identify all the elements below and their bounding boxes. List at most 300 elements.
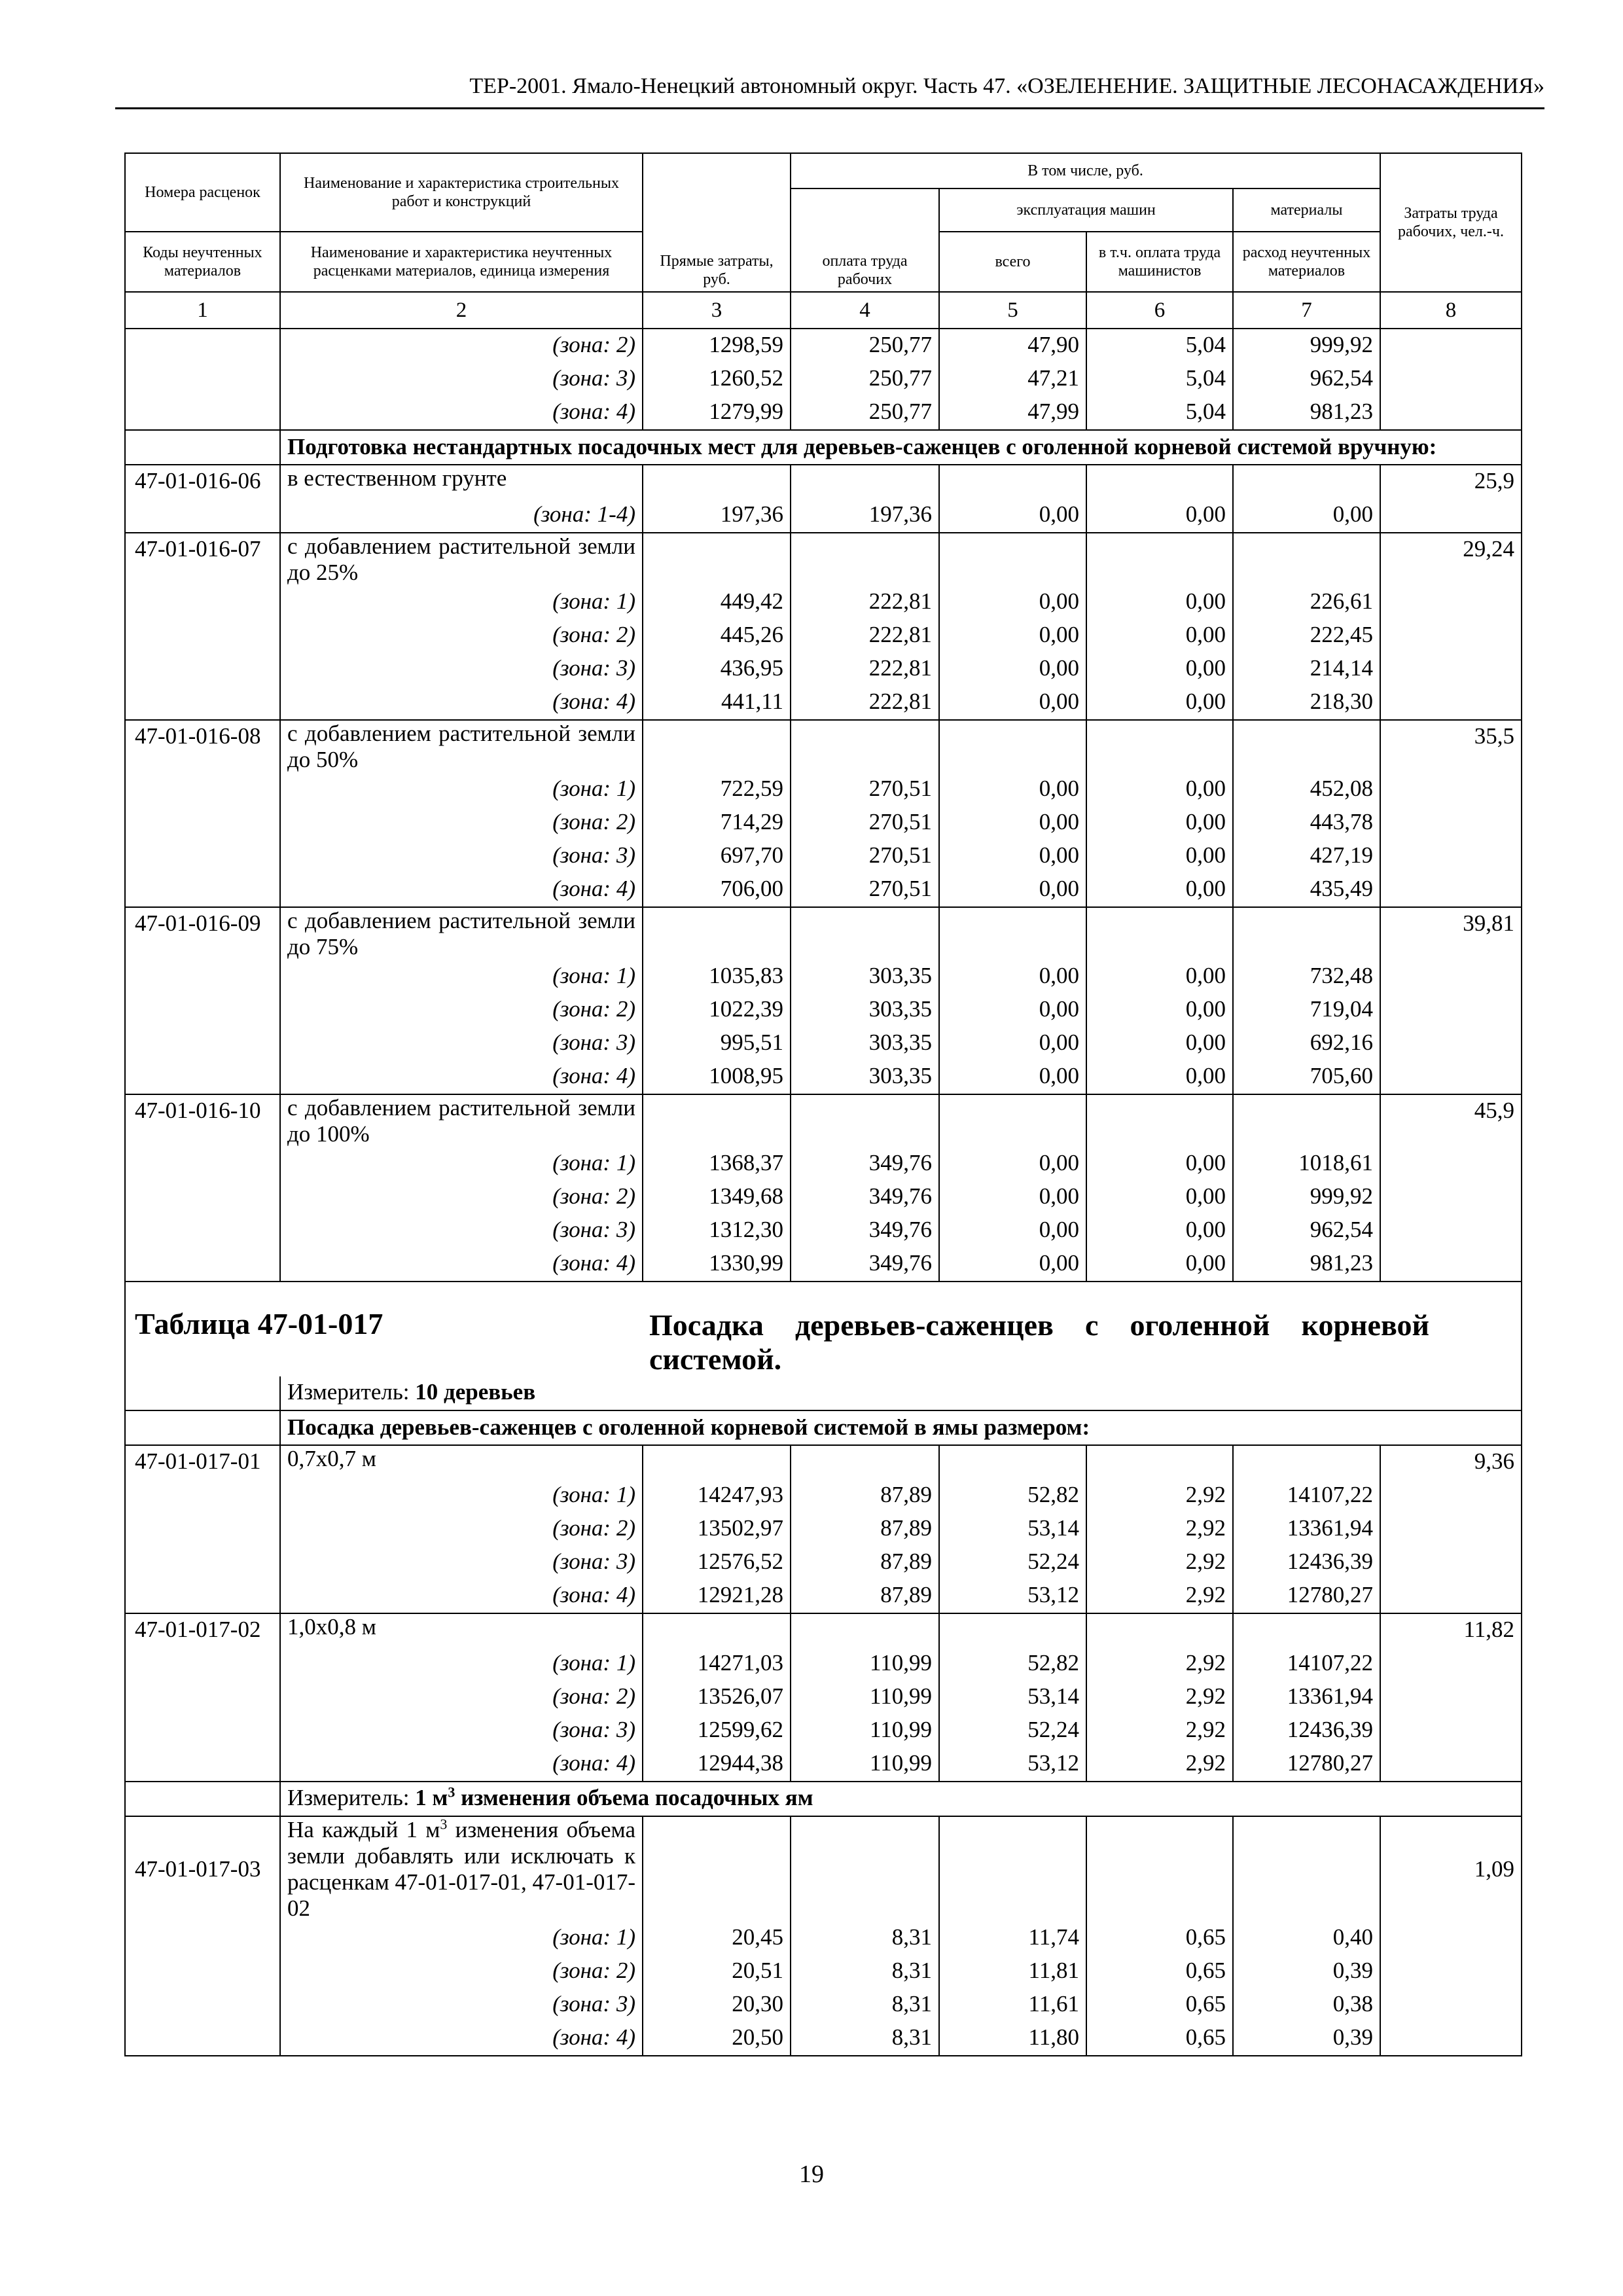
value-cell: 0,00 bbox=[939, 840, 1086, 873]
value-cell bbox=[643, 1094, 791, 1147]
col2-header-bottom: Наименование и характеристика неучтенных расценками материалов, единица измерения bbox=[280, 232, 643, 292]
group-header: В том числе, руб. bbox=[791, 153, 1380, 188]
value-cell: 1022,39 bbox=[643, 994, 791, 1027]
value-cell bbox=[791, 1816, 939, 1922]
value-cell: 0,00 bbox=[1086, 1181, 1233, 1214]
col3-header: Прямые затраты, руб. bbox=[643, 153, 791, 292]
desc-sup: 3 bbox=[440, 1816, 448, 1833]
value-cell: 13361,94 bbox=[1233, 1513, 1380, 1546]
value-cell: 14107,22 bbox=[1233, 1479, 1380, 1513]
value-cell: 441,11 bbox=[643, 686, 791, 720]
rate-description: в естественном грунте bbox=[280, 465, 643, 499]
labor-cell bbox=[1380, 1955, 1522, 1988]
zone-label: (зона: 3) bbox=[280, 653, 643, 686]
value-cell: 1312,30 bbox=[643, 1214, 791, 1247]
col-number: 1 bbox=[125, 292, 280, 329]
zone-label: (зона: 2) bbox=[280, 994, 643, 1027]
code-cell bbox=[125, 1479, 280, 1513]
value-cell: 47,90 bbox=[939, 329, 1086, 363]
measure-row bbox=[280, 1376, 1522, 1410]
value-cell: 962,54 bbox=[1233, 1214, 1380, 1247]
value-cell: 0,00 bbox=[1086, 960, 1233, 994]
value-cell: 0,40 bbox=[1233, 1922, 1380, 1955]
table-row bbox=[125, 1714, 1522, 1748]
value-cell: 53,14 bbox=[939, 1513, 1086, 1546]
table-row bbox=[125, 396, 1522, 430]
labor-cell bbox=[1380, 1988, 1522, 2022]
value-cell: 14271,03 bbox=[643, 1647, 791, 1681]
value-cell bbox=[643, 1816, 791, 1922]
value-cell bbox=[1086, 465, 1233, 499]
zone-label: (зона: 4) bbox=[280, 2022, 643, 2056]
value-cell: 13361,94 bbox=[1233, 1681, 1380, 1714]
labor-cell bbox=[1380, 1714, 1522, 1748]
value-cell: 2,92 bbox=[1086, 1546, 1233, 1579]
value-cell: 2,92 bbox=[1086, 1579, 1233, 1613]
zone-label: (зона: 4) bbox=[280, 873, 643, 907]
page-number: 19 bbox=[799, 2161, 824, 2188]
value-cell: 11,61 bbox=[939, 1988, 1086, 2022]
value-cell: 110,99 bbox=[791, 1647, 939, 1681]
value-cell: 87,89 bbox=[791, 1546, 939, 1579]
code-cell bbox=[125, 396, 280, 430]
value-cell: 0,00 bbox=[939, 873, 1086, 907]
labor-cell bbox=[1380, 1681, 1522, 1714]
table-row bbox=[125, 653, 1522, 686]
value-cell: 20,30 bbox=[643, 1988, 791, 2022]
labor-cell bbox=[1380, 1247, 1522, 1282]
zone-label: (зона: 1) bbox=[280, 960, 643, 994]
code-cell bbox=[125, 653, 280, 686]
value-cell: 12780,27 bbox=[1233, 1748, 1380, 1782]
col-number: 2 bbox=[280, 292, 643, 329]
table-row bbox=[125, 1816, 1522, 1922]
rate-description: с добавлением растительной земли до 25% bbox=[280, 533, 643, 586]
code-cell bbox=[125, 586, 280, 619]
value-cell: 0,00 bbox=[1086, 873, 1233, 907]
code-cell bbox=[125, 806, 280, 840]
code-cell bbox=[125, 1714, 280, 1748]
labor-cell bbox=[1380, 773, 1522, 806]
labor-cell bbox=[1380, 1647, 1522, 1681]
desc-part: На каждый 1 м bbox=[287, 1817, 440, 1842]
code-cell bbox=[125, 1955, 280, 1988]
measure-unit-value: 1 м bbox=[415, 1785, 448, 1810]
rate-code: 47-01-016-06 bbox=[125, 465, 280, 499]
value-cell: 0,39 bbox=[1233, 1955, 1380, 1988]
table-row bbox=[125, 1060, 1522, 1094]
rate-description bbox=[280, 1816, 643, 1922]
value-cell bbox=[643, 1613, 791, 1647]
machines-header: эксплуатация машин bbox=[939, 188, 1233, 232]
rate-code: 47-01-016-08 bbox=[125, 720, 280, 773]
zone-label: (зона: 2) bbox=[280, 806, 643, 840]
code-cell bbox=[125, 1782, 280, 1816]
labor-cost: 39,81 bbox=[1380, 907, 1522, 960]
value-cell: 706,00 bbox=[643, 873, 791, 907]
value-cell: 0,00 bbox=[939, 1247, 1086, 1282]
rate-code: 47-01-017-01 bbox=[125, 1445, 280, 1479]
value-cell: 0,00 bbox=[1086, 499, 1233, 533]
table-row bbox=[125, 1094, 1522, 1147]
table-title-cell bbox=[125, 1282, 643, 1376]
value-cell bbox=[1086, 720, 1233, 773]
table-row bbox=[125, 499, 1522, 533]
value-cell: 13502,97 bbox=[643, 1513, 791, 1546]
table-title: Посадка деревьев-саженцев с оголенной корневой системой. bbox=[649, 1308, 1429, 1376]
zone-label: (зона: 2) bbox=[280, 329, 643, 363]
zone-label: (зона: 2) bbox=[280, 1681, 643, 1714]
value-cell: 0,00 bbox=[939, 806, 1086, 840]
value-cell: 0,00 bbox=[1086, 686, 1233, 720]
value-cell: 11,81 bbox=[939, 1955, 1086, 1988]
zone-label: (зона: 3) bbox=[280, 363, 643, 396]
value-cell: 999,92 bbox=[1233, 1181, 1380, 1214]
code-cell bbox=[125, 619, 280, 653]
zone-label: (зона: 4) bbox=[280, 1247, 643, 1282]
zone-label: (зона: 1) bbox=[280, 1479, 643, 1513]
code-cell bbox=[125, 1681, 280, 1714]
value-cell: 427,19 bbox=[1233, 840, 1380, 873]
value-cell bbox=[791, 1613, 939, 1647]
labor-cost: 1,09 bbox=[1380, 1816, 1522, 1922]
value-cell: 87,89 bbox=[791, 1513, 939, 1546]
value-cell: 13526,07 bbox=[643, 1681, 791, 1714]
measure-unit-text: изменения объема посадочных ям bbox=[461, 1785, 813, 1810]
value-cell: 11,80 bbox=[939, 2022, 1086, 2056]
value-cell: 0,00 bbox=[1086, 840, 1233, 873]
value-cell bbox=[939, 907, 1086, 960]
value-cell: 0,00 bbox=[939, 499, 1086, 533]
value-cell: 0,00 bbox=[939, 653, 1086, 686]
value-cell: 52,24 bbox=[939, 1714, 1086, 1748]
value-cell bbox=[1086, 1094, 1233, 1147]
value-cell: 2,92 bbox=[1086, 1714, 1233, 1748]
value-cell bbox=[1233, 1094, 1380, 1147]
table-row bbox=[125, 1247, 1522, 1282]
desc-part: изменения объема земли добавлять или исключать к расценкам 47-01-017-01, 47-01-017-02 bbox=[287, 1817, 635, 1921]
value-cell: 250,77 bbox=[791, 363, 939, 396]
value-cell bbox=[1086, 1816, 1233, 1922]
rate-description: 0,7х0,7 м bbox=[280, 1445, 643, 1479]
value-cell: 214,14 bbox=[1233, 653, 1380, 686]
code-cell bbox=[125, 1546, 280, 1579]
labor-cell bbox=[1380, 619, 1522, 653]
value-cell: 0,00 bbox=[1086, 653, 1233, 686]
table-title-name-cell bbox=[643, 1282, 1522, 1376]
value-cell: 732,48 bbox=[1233, 960, 1380, 994]
labor-cell bbox=[1380, 1546, 1522, 1579]
col-number: 4 bbox=[791, 292, 939, 329]
code-cell bbox=[125, 363, 280, 396]
table-row bbox=[125, 430, 1522, 465]
value-cell: 0,00 bbox=[1086, 1060, 1233, 1094]
value-cell: 5,04 bbox=[1086, 396, 1233, 430]
value-cell bbox=[939, 533, 1086, 586]
value-cell: 1008,95 bbox=[643, 1060, 791, 1094]
value-cell: 8,31 bbox=[791, 2022, 939, 2056]
value-cell: 12780,27 bbox=[1233, 1579, 1380, 1613]
code-cell bbox=[125, 499, 280, 533]
rate-code: 47-01-016-10 bbox=[125, 1094, 280, 1147]
value-cell: 110,99 bbox=[791, 1681, 939, 1714]
value-cell: 0,00 bbox=[939, 619, 1086, 653]
value-cell: 0,00 bbox=[939, 586, 1086, 619]
value-cell: 449,42 bbox=[643, 586, 791, 619]
value-cell: 5,04 bbox=[1086, 329, 1233, 363]
labor-cell bbox=[1380, 1922, 1522, 1955]
code-cell bbox=[125, 873, 280, 907]
code-cell bbox=[125, 1181, 280, 1214]
labor-cell bbox=[1380, 2022, 1522, 2056]
value-cell: 222,81 bbox=[791, 586, 939, 619]
value-cell: 0,38 bbox=[1233, 1988, 1380, 2022]
value-cell: 981,23 bbox=[1233, 396, 1380, 430]
value-cell: 110,99 bbox=[791, 1714, 939, 1748]
materials-header: материалы bbox=[1233, 188, 1380, 232]
labor-cost: 35,5 bbox=[1380, 720, 1522, 773]
table-row bbox=[125, 806, 1522, 840]
value-cell: 0,65 bbox=[1086, 2022, 1233, 2056]
value-cell: 692,16 bbox=[1233, 1027, 1380, 1060]
value-cell bbox=[1233, 465, 1380, 499]
value-cell: 270,51 bbox=[791, 773, 939, 806]
col4-header: оплата труда рабочих bbox=[791, 188, 939, 292]
value-cell: 11,74 bbox=[939, 1922, 1086, 1955]
table-row bbox=[125, 1955, 1522, 1988]
measure-unit-sup: 3 bbox=[448, 1784, 455, 1801]
labor-cost: 45,9 bbox=[1380, 1094, 1522, 1147]
value-cell: 0,00 bbox=[1086, 1214, 1233, 1247]
table-row bbox=[125, 1445, 1522, 1479]
value-cell: 714,29 bbox=[643, 806, 791, 840]
value-cell: 12944,38 bbox=[643, 1748, 791, 1782]
value-cell: 0,65 bbox=[1086, 1922, 1233, 1955]
labor-cell bbox=[1380, 1060, 1522, 1094]
value-cell: 1035,83 bbox=[643, 960, 791, 994]
labor-cell bbox=[1380, 960, 1522, 994]
code-cell bbox=[125, 1748, 280, 1782]
value-cell: 1368,37 bbox=[643, 1147, 791, 1181]
value-cell: 53,12 bbox=[939, 1579, 1086, 1613]
value-cell: 995,51 bbox=[643, 1027, 791, 1060]
value-cell bbox=[1233, 533, 1380, 586]
value-cell: 349,76 bbox=[791, 1147, 939, 1181]
value-cell bbox=[1086, 1613, 1233, 1647]
value-cell bbox=[939, 1445, 1086, 1479]
value-cell: 52,82 bbox=[939, 1479, 1086, 1513]
value-cell: 14107,22 bbox=[1233, 1647, 1380, 1681]
value-cell bbox=[791, 720, 939, 773]
value-cell: 303,35 bbox=[791, 1060, 939, 1094]
zone-label: (зона: 4) bbox=[280, 1579, 643, 1613]
zone-label: (зона: 4) bbox=[280, 396, 643, 430]
table-row bbox=[125, 1147, 1522, 1181]
table-body bbox=[125, 153, 1522, 2056]
value-cell: 12436,39 bbox=[1233, 1546, 1380, 1579]
code-cell bbox=[125, 960, 280, 994]
value-cell: 697,70 bbox=[643, 840, 791, 873]
zone-label: (зона: 3) bbox=[280, 1027, 643, 1060]
labor-cell bbox=[1380, 586, 1522, 619]
code-cell bbox=[125, 1027, 280, 1060]
labor-cell bbox=[1380, 806, 1522, 840]
rate-description: 1,0х0,8 м bbox=[280, 1613, 643, 1647]
value-cell: 0,00 bbox=[1086, 1147, 1233, 1181]
value-cell: 0,00 bbox=[939, 960, 1086, 994]
labor-cell bbox=[1380, 873, 1522, 907]
value-cell: 222,45 bbox=[1233, 619, 1380, 653]
table-row bbox=[125, 1513, 1522, 1546]
table-row bbox=[125, 329, 1522, 363]
value-cell bbox=[1086, 533, 1233, 586]
rate-description: с добавлением растительной земли до 50% bbox=[280, 720, 643, 773]
value-cell: 0,39 bbox=[1233, 2022, 1380, 2056]
value-cell bbox=[791, 465, 939, 499]
code-cell bbox=[125, 329, 280, 363]
labor-cost: 25,9 bbox=[1380, 465, 1522, 499]
value-cell: 0,65 bbox=[1086, 1988, 1233, 2022]
value-cell bbox=[939, 1613, 1086, 1647]
table-row bbox=[125, 1922, 1522, 1955]
value-cell: 0,00 bbox=[1086, 806, 1233, 840]
value-cell: 20,50 bbox=[643, 2022, 791, 2056]
value-cell: 14247,93 bbox=[643, 1479, 791, 1513]
zone-label: (зона: 4) bbox=[280, 686, 643, 720]
value-cell: 0,00 bbox=[1086, 994, 1233, 1027]
value-cell: 0,00 bbox=[939, 994, 1086, 1027]
code-cell bbox=[125, 1060, 280, 1094]
table-number: Таблица 47-01-017 bbox=[135, 1307, 383, 1340]
value-cell bbox=[939, 1816, 1086, 1922]
labor-cell bbox=[1380, 363, 1522, 396]
value-cell bbox=[643, 533, 791, 586]
col1-header-top: Номера расценок bbox=[125, 153, 280, 232]
value-cell bbox=[1086, 1445, 1233, 1479]
value-cell: 0,00 bbox=[939, 1147, 1086, 1181]
col-number: 3 bbox=[643, 292, 791, 329]
labor-cell bbox=[1380, 840, 1522, 873]
labor-cost: 29,24 bbox=[1380, 533, 1522, 586]
table-row bbox=[125, 1579, 1522, 1613]
value-cell bbox=[643, 465, 791, 499]
value-cell: 250,77 bbox=[791, 329, 939, 363]
zone-label: (зона: 4) bbox=[280, 1748, 643, 1782]
table-row bbox=[125, 465, 1522, 499]
value-cell bbox=[643, 907, 791, 960]
value-cell bbox=[791, 533, 939, 586]
value-cell: 53,12 bbox=[939, 1748, 1086, 1782]
value-cell: 2,92 bbox=[1086, 1479, 1233, 1513]
table-row bbox=[125, 686, 1522, 720]
table-row bbox=[125, 533, 1522, 586]
value-cell: 1349,68 bbox=[643, 1181, 791, 1214]
measure-unit bbox=[415, 1785, 813, 1810]
value-cell: 87,89 bbox=[791, 1579, 939, 1613]
value-cell: 2,92 bbox=[1086, 1647, 1233, 1681]
zone-label: (зона: 3) bbox=[280, 1988, 643, 2022]
value-cell: 222,81 bbox=[791, 686, 939, 720]
rate-description: с добавлением растительной земли до 100% bbox=[280, 1094, 643, 1147]
value-cell: 110,99 bbox=[791, 1748, 939, 1782]
value-cell: 349,76 bbox=[791, 1247, 939, 1282]
rate-code: 47-01-016-09 bbox=[125, 907, 280, 960]
value-cell: 222,81 bbox=[791, 619, 939, 653]
col8-header: Затраты труда рабочих, чел.-ч. bbox=[1380, 153, 1522, 292]
code-cell bbox=[125, 1247, 280, 1282]
table-row bbox=[125, 840, 1522, 873]
value-cell: 8,31 bbox=[791, 1988, 939, 2022]
section-heading: Посадка деревьев-саженцев с оголенной корневой системой в ямы размером: bbox=[280, 1410, 1522, 1445]
value-cell: 12921,28 bbox=[643, 1579, 791, 1613]
measure-label: Измеритель: bbox=[287, 1379, 410, 1405]
zone-label: (зона: 3) bbox=[280, 1546, 643, 1579]
value-cell: 0,00 bbox=[939, 1027, 1086, 1060]
value-cell: 0,00 bbox=[1086, 619, 1233, 653]
value-cell: 270,51 bbox=[791, 806, 939, 840]
value-cell: 52,82 bbox=[939, 1647, 1086, 1681]
zone-label: (зона: 1) bbox=[280, 1647, 643, 1681]
code-cell bbox=[125, 1147, 280, 1181]
table-row bbox=[125, 619, 1522, 653]
zone-label: (зона: 2) bbox=[280, 619, 643, 653]
value-cell: 452,08 bbox=[1233, 773, 1380, 806]
table-row bbox=[125, 873, 1522, 907]
table-row bbox=[125, 2022, 1522, 2056]
table-row bbox=[125, 994, 1522, 1027]
table-row bbox=[125, 1647, 1522, 1681]
value-cell: 197,36 bbox=[643, 499, 791, 533]
value-cell bbox=[643, 1445, 791, 1479]
table-row bbox=[125, 363, 1522, 396]
value-cell: 0,00 bbox=[939, 686, 1086, 720]
col6-header: в т.ч. оплата труда машинистов bbox=[1086, 232, 1233, 292]
zone-label: (зона: 1) bbox=[280, 1922, 643, 1955]
col-number: 7 bbox=[1233, 292, 1380, 329]
labor-cell bbox=[1380, 1147, 1522, 1181]
value-cell: 12436,39 bbox=[1233, 1714, 1380, 1748]
code-cell bbox=[125, 430, 280, 465]
measure-row bbox=[280, 1782, 1522, 1816]
section-heading: Подготовка нестандартных посадочных мест для деревьев-саженцев с оголенной корневой системой вручную: bbox=[280, 430, 1522, 465]
col1-header-bottom: Коды неучтенных материалов bbox=[125, 232, 280, 292]
value-cell: 270,51 bbox=[791, 873, 939, 907]
col5-header: всего bbox=[939, 232, 1086, 292]
value-cell: 0,65 bbox=[1086, 1955, 1233, 1988]
price-table bbox=[124, 152, 1522, 2056]
value-cell: 303,35 bbox=[791, 994, 939, 1027]
code-cell bbox=[125, 1922, 280, 1955]
value-cell: 0,00 bbox=[939, 1214, 1086, 1247]
value-cell: 303,35 bbox=[791, 960, 939, 994]
rate-code: 47-01-017-03 bbox=[125, 1816, 280, 1922]
value-cell: 349,76 bbox=[791, 1181, 939, 1214]
col-number: 8 bbox=[1380, 292, 1522, 329]
value-cell bbox=[939, 1094, 1086, 1147]
labor-cell bbox=[1380, 1181, 1522, 1214]
labor-cell bbox=[1380, 1027, 1522, 1060]
value-cell bbox=[1233, 1613, 1380, 1647]
col-number: 6 bbox=[1086, 292, 1233, 329]
value-cell: 0,00 bbox=[1233, 499, 1380, 533]
value-cell: 53,14 bbox=[939, 1681, 1086, 1714]
value-cell: 218,30 bbox=[1233, 686, 1380, 720]
labor-cost: 9,36 bbox=[1380, 1445, 1522, 1479]
zone-label: (зона: 3) bbox=[280, 840, 643, 873]
value-cell: 719,04 bbox=[1233, 994, 1380, 1027]
column-numbers-row bbox=[125, 292, 1522, 329]
value-cell: 47,99 bbox=[939, 396, 1086, 430]
